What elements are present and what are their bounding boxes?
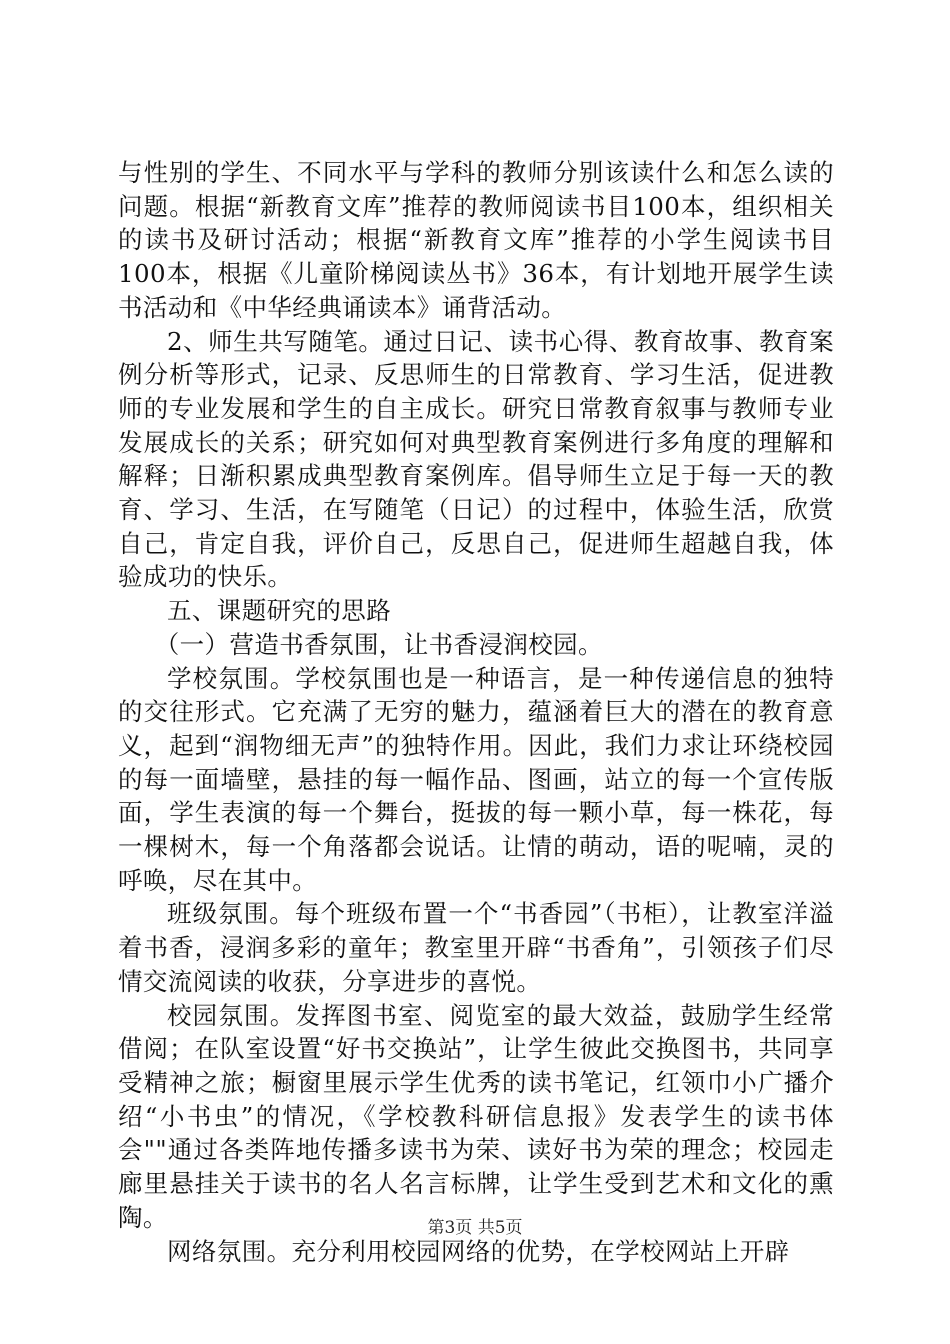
page-footer: 第3页 共5页	[427, 1218, 523, 1238]
paragraph-network-atmosphere: 网络氛围。充分利用校园网络的优势，在学校网站上开辟	[167, 1236, 790, 1266]
section-heading-research-approach: 五、课题研究的思路	[167, 596, 392, 626]
paragraph-campus-atmosphere: 校园氛围。发挥图书室、阅览室的最大效益，鼓励学生经常借阅；在队室设置“好书交换站”，让学生彼此交换图书，共同享受精神之旅；橱窗里展示学生优秀的读书笔记，红领巾小广播介绍“小书虫”的情况，《学校教科研信息报》发表学生的读书体会""通过各类阵地传播多读书为荣、读好书为荣的理念；校园走廊里悬挂关于读书的名人名言标牌，让学生受到艺术和文化的熏陶。	[118, 1000, 834, 1232]
paragraph-teacher-student-essays: 2、师生共写随笔。通过日记、读书心得、教育故事、教育案例分析等形式，记录、反思师生的日常教育、学习生活，促进教师的专业发展和学生的自主成长。研究日常教育叙事与教师专业发展成长的关系；研究如何对典型教育案例进行多角度的理解和解释；日渐积累成典型教育案例库。倡导师生立足于每一天的教育、学习、生活，在写随笔（日记）的过程中，体验生活，欣赏自己，肯定自我，评价自己，反思自己，促进师生超越自我，体验成功的快乐。	[118, 326, 834, 592]
document-body	[118, 156, 834, 1268]
paragraph-school-atmosphere: 学校氛围。学校氛围也是一种语言，是一种传递信息的独特的交往形式。它充满了无穷的魅力，蕴涵着巨大的潜在的教育意义，起到“润物细无声”的独特作用。因此，我们力求让环绕校园的每一面墙壁，悬挂的每一幅作品、图画，站立的每一个宣传版面，学生表演的每一个舞台，挺拔的每一颗小草，每一株花，每一棵树木，每一个角落都会说话。让情的萌动，语的呢喃，灵的呼唤，尽在其中。	[118, 663, 834, 895]
paragraph-reading-lists: 与性别的学生、不同水平与学科的教师分别该读什么和怎么读的问题。根据“新教育文库”推荐的教师阅读书目100本，组织相关的读书及研讨活动；根据“新教育文库”推荐的小学生阅读书目100本，根据《儿童阶梯阅读丛书》36本，有计划地开展学生读书活动和《中华经典诵读本》诵背活动。	[118, 158, 834, 322]
paragraph-class-atmosphere: 班级氛围。每个班级布置一个“书香园”（书柜），让教室洋溢着书香，浸润多彩的童年；教室里开辟“书香角”，引领孩子们尽情交流阅读的收获，分享进步的喜悦。	[118, 899, 834, 996]
subsection-heading-reading-atmosphere: （一）营造书香氛围，让书香浸润校园。	[154, 629, 603, 659]
